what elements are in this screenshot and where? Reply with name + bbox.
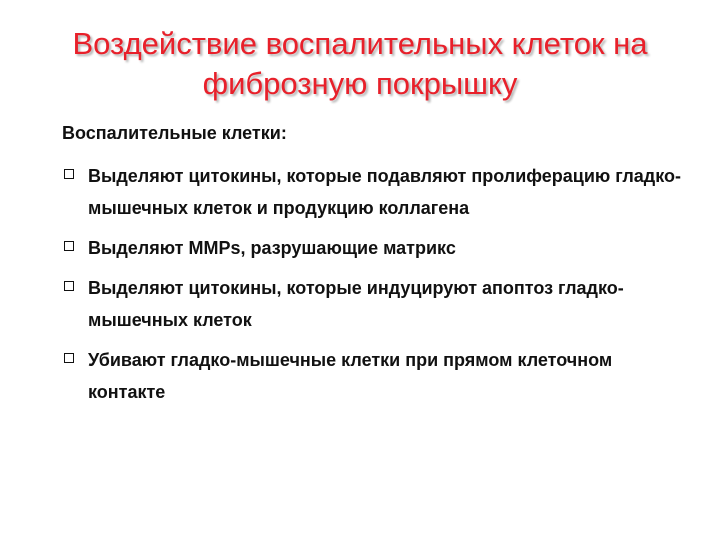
slide-title-line-2: фиброзную покрышку xyxy=(202,66,518,101)
bullet-text: Выделяют цитокины, которые подавляют пролиферацию гладко-мышечных клеток и продукцию коллагена xyxy=(88,166,681,218)
hollow-square-icon xyxy=(64,241,74,251)
bullet-list xyxy=(64,160,684,416)
bullet-item xyxy=(64,232,684,264)
bullet-item xyxy=(64,272,684,336)
bullet-item xyxy=(64,160,684,224)
hollow-square-icon xyxy=(64,169,74,179)
bullet-text: Выделяют цитокины, которые индуцируют апоптоз гладко-мышечных клеток xyxy=(88,278,624,330)
bullet-text: Убивают гладко-мышечные клетки при прямом клеточном контакте xyxy=(88,350,613,402)
hollow-square-icon xyxy=(64,353,74,363)
slide-title xyxy=(30,24,690,104)
hollow-square-icon xyxy=(64,281,74,291)
bullet-text: Выделяют MMPs, разрушающие матрикс xyxy=(88,238,456,258)
slide-title-line-1: Воздействие воспалительных клеток на xyxy=(72,26,648,61)
slide-subtitle: Воспалительные клетки: xyxy=(62,123,287,143)
bullet-item xyxy=(64,344,684,408)
